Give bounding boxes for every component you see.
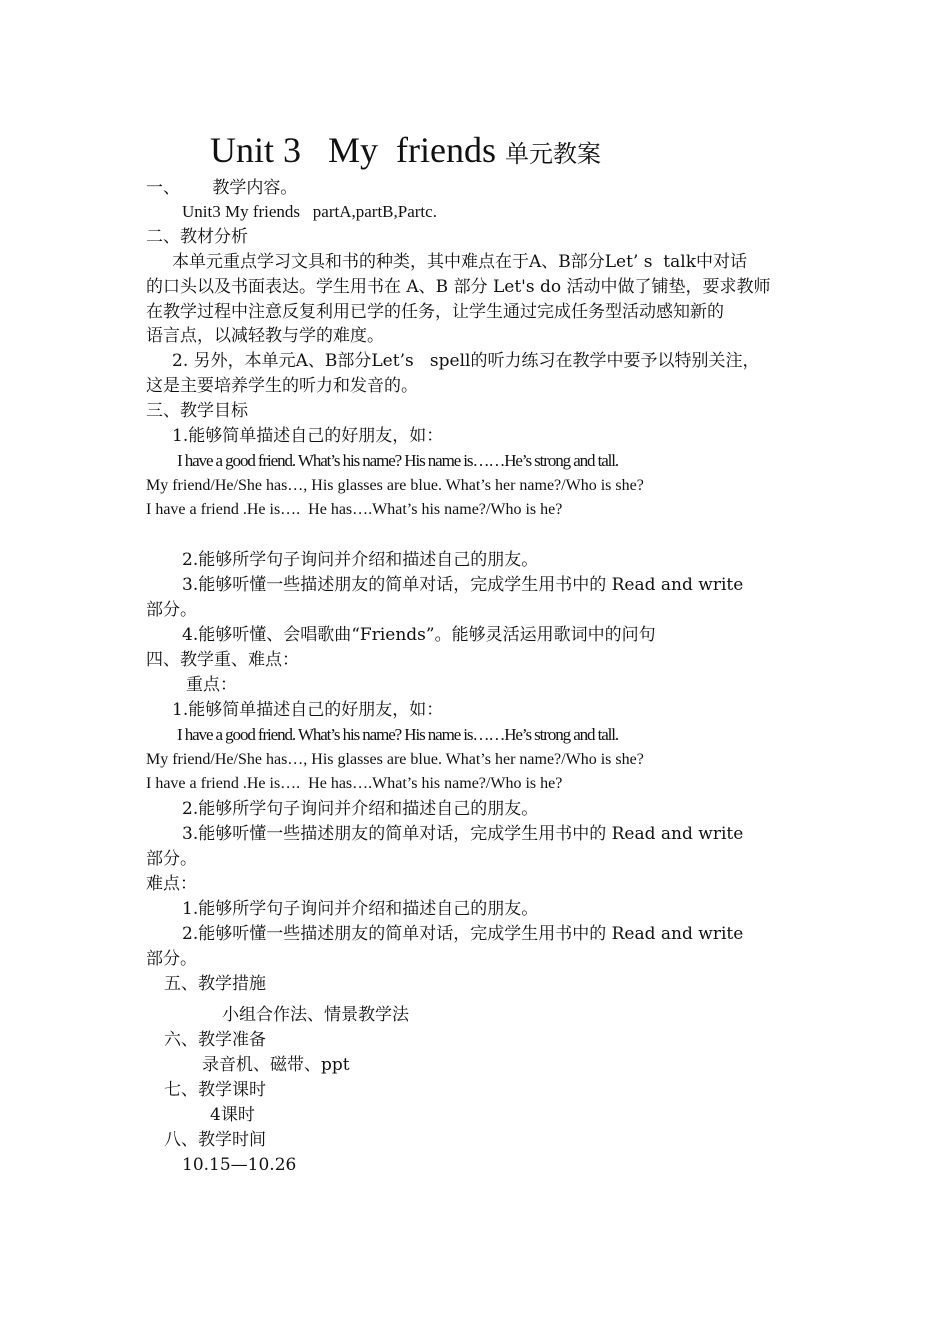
section-2-p1-line-1: 本单元重点学习文具和书的种类，其中难点在于A、B部分Let’ s talk中对话 — [172, 252, 747, 272]
key-point-1-example-2: My friend/He/She has…, His glasses are blue. What’s her name?/Who is she? — [146, 751, 644, 768]
key-point-1-example-1: I have a good friend. What’s his name? His name is……He’s strong and tall. — [177, 725, 619, 744]
section-5-heading: 五、教学措施 — [164, 974, 266, 994]
section-2-heading: 二、教材分析 — [146, 227, 248, 247]
section-1-heading: 一、 教学内容。 — [146, 178, 298, 198]
key-point-1-example-3: I have a friend .He is…. He has….What’s his name?/Who is he? — [146, 775, 563, 792]
goal-3-line-1: 3.能够听懂一些描述朋友的简单对话，完成学生用书中的 Read and write — [182, 575, 744, 595]
difficult-points-label: 难点： — [146, 874, 197, 894]
goal-1: 1.能够简单描述自己的好朋友，如： — [172, 426, 444, 446]
section-3-heading: 三、教学目标 — [146, 401, 248, 421]
difficult-point-2-line-2: 部分。 — [146, 949, 197, 969]
difficult-point-2-line-1: 2.能够听懂一些描述朋友的简单对话，完成学生用书中的 Read and write — [182, 924, 744, 944]
section-6-content: 录音机、磁带、ppt — [202, 1055, 350, 1075]
key-point-3-line-2: 部分。 — [146, 849, 197, 869]
key-point-3-line-1: 3.能够听懂一些描述朋友的简单对话，完成学生用书中的 Read and write — [182, 824, 744, 844]
goal-3-line-2: 部分。 — [146, 600, 197, 620]
goal-1-example-1: I have a good friend. What’s his name? His name is……He’s strong and tall. — [177, 451, 619, 470]
section-5-content: 小组合作法、情景教学法 — [222, 1005, 409, 1025]
goal-4: 4.能够听懂、会唱歌曲“Friends”。能够灵活运用歌词中的问句 — [182, 625, 656, 645]
section-2-p1-line-3: 在教学过程中注意反复利用已学的任务，让学生通过完成任务型活动感知新的 — [146, 302, 724, 322]
document-title — [210, 128, 601, 176]
section-2-p1-line-4: 语言点，以减轻教与学的难度。 — [146, 326, 384, 346]
key-points-label: 重点： — [186, 675, 237, 695]
section-7-heading: 七、教学课时 — [164, 1080, 266, 1100]
goal-1-example-2: My friend/He/She has…, His glasses are blue. What’s her name?/Who is she? — [146, 477, 644, 494]
goal-2: 2.能够所学句子询问并介绍和描述自己的朋友。 — [182, 550, 539, 570]
difficult-point-1: 1.能够所学句子询问并介绍和描述自己的朋友。 — [182, 899, 539, 919]
goal-1-example-3: I have a friend .He is…. He has….What’s his name?/Who is he? — [146, 501, 563, 518]
section-2-p2-line-1: 2. 另外，本单元A、B部分Let’s spell的听力练习在教学中要予以特别关注， — [172, 351, 760, 371]
section-8-content: 10.15—10.26 — [182, 1155, 297, 1175]
section-8-heading: 八、教学时间 — [164, 1130, 266, 1150]
section-2-p2-line-2: 这是主要培养学生的听力和发音的。 — [146, 376, 418, 396]
section-2-p1-line-2: 的口头以及书面表达。学生用书在 A、B 部分 Let's do 活动中做了铺垫，要求教师 — [146, 277, 771, 297]
section-7-content: 4课时 — [210, 1105, 255, 1125]
section-1-content: Unit3 My friends partA,partB,Partc. — [182, 202, 437, 221]
key-point-1: 1.能够简单描述自己的好朋友，如： — [172, 700, 444, 720]
section-4-heading: 四、教学重、难点： — [146, 650, 299, 670]
key-point-2: 2.能够所学句子询问并介绍和描述自己的朋友。 — [182, 799, 539, 819]
section-6-heading: 六、教学准备 — [164, 1030, 266, 1050]
title-suffix: 单元教案 — [504, 140, 601, 168]
title-main: Unit 3 My friends — [210, 130, 496, 170]
